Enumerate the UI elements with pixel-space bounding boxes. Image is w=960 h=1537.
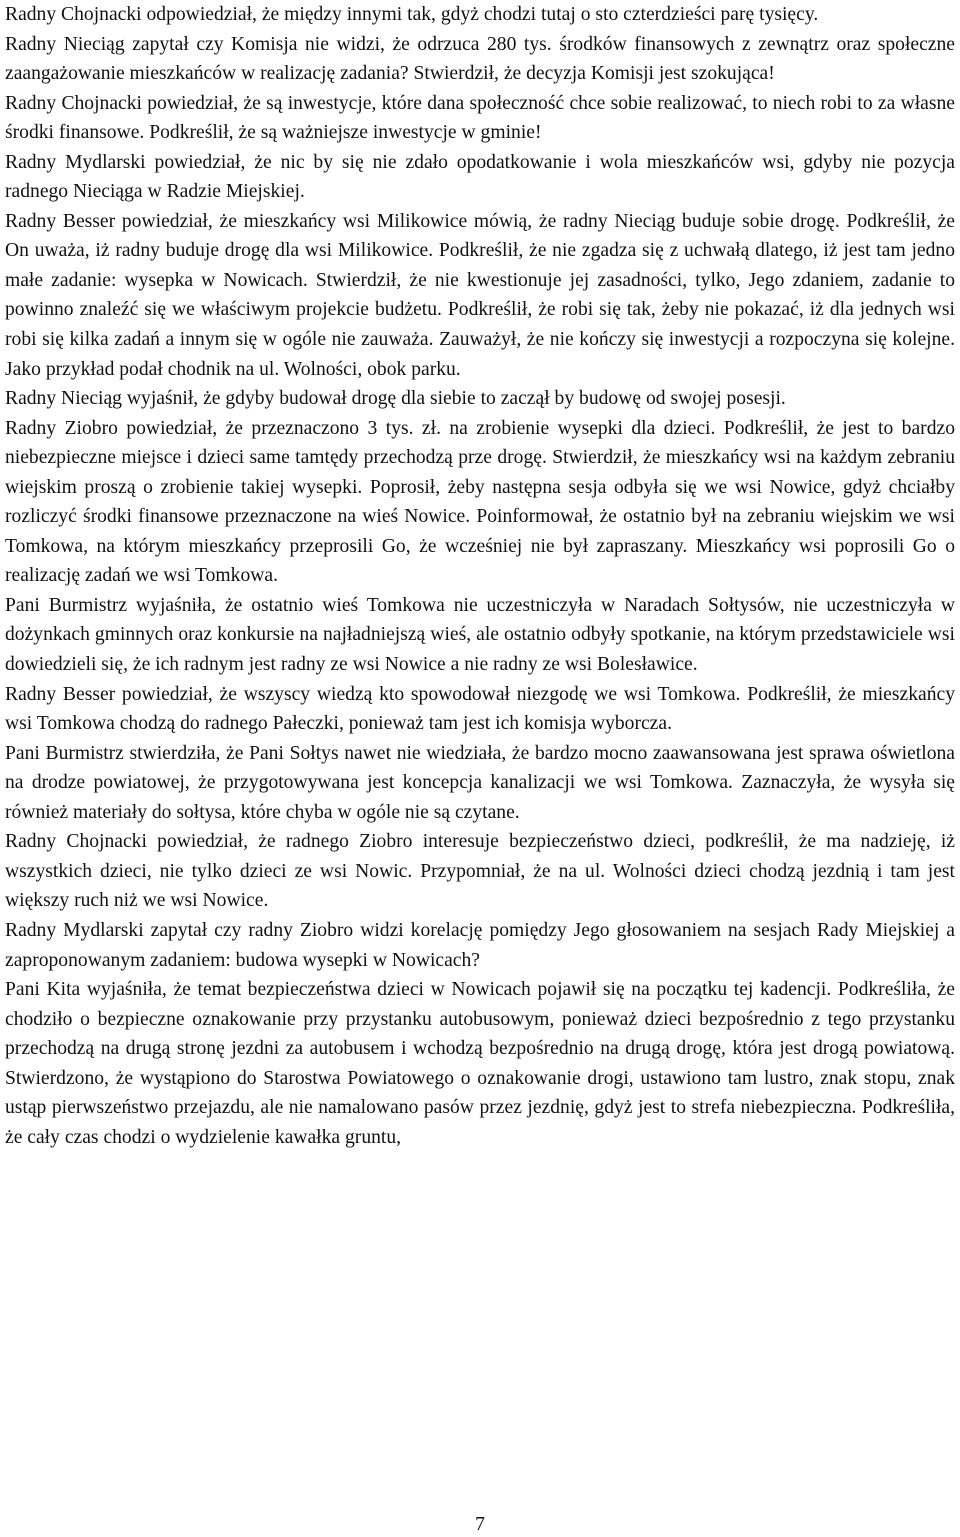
document-body	[5, 0, 955, 1152]
paragraph: Pani Kita wyjaśniła, że temat bezpieczeństwa dzieci w Nowicach pojawił się na początku tej kadencji. Podkreśliła, że chodziło o bezpieczne oznakowanie przy przystanku autobusowym, ponieważ dzieci bezpośrednio z tego przystanku przechodzą na drugą stronę jezdni za autobusem i wchodzą bezpośrednio na drugą drogę, która jest drogą powiatową. Stwierdzono, że wystąpiono do Starostwa Powiatowego o oznakowanie drogi, ustawiono tam lustro, znak stopu, znak ustąp pierwszeństwo przejazdu, ale nie namalowano pasów przez jezdnię, gdyż jest to strefa niebezpieczna. Podkreśliła, że cały czas chodzi o wydzielenie kawałka gruntu,	[5, 979, 955, 1148]
paragraph: Radny Chojnacki powiedział, że są inwestycje, które dana społeczność chce sobie realizować, to niech robi to za własne środki finansowe. Podkreślił, że są ważniejsze inwestycje w gminie!	[5, 92, 955, 144]
paragraph: Radny Ziobro powiedział, że przeznaczono 3 tys. zł. na zrobienie wysepki dla dzieci. Podkreślił, że jest to bardzo niebezpieczne miejsce i dzieci same tamtędy przechodzą prze drogę. Stwierdził, że mieszkańcy wsi na każdym zebraniu wiejskim proszą o zrobienie takiej wysepki. Poprosił, żeby następna sesja odbyła się we wsi Nowice, gdyż chciałby rozliczyć środki finansowe przeznaczone na wieś Nowice. Poinformował, że ostatnio był na zebraniu wiejskim we wsi Tomkowa, na którym mieszkańcy przeprosili Go, że wcześniej nie był zapraszany. Mieszkańcy wsi poprosili Go o realizację zadań we wsi Tomkowa.	[5, 417, 955, 587]
paragraph: Radny Chojnacki odpowiedział, że między innymi tak, gdyż chodzi tutaj o sto czterdzieści parę tysięcy.	[5, 4, 819, 25]
paragraph: Radny Besser powiedział, że mieszkańcy wsi Milikowice mówią, że radny Nieciąg buduje sobie drogę. Podkreślił, że On uważa, iż radny buduje drogę dla wsi Milikowice. Podkreślił, że nie zgadza się z uchwałą dlatego, iż jest tam jedno małe zadanie: wysepka w Nowicach. Stwierdził, że nie kwestionuje jej zasadności, tylko, Jego zdaniem, zadanie to powinno znaleźć się we właściwym projekcie budżetu. Podkreślił, że robi się tak, żeby nie pokazać, iż dla jednych wsi robi się kilka zadań a innym się w ogóle nie zauważa. Zauważył, że nie kończy się inwestycji a rozpoczyna się kolejne. Jako przykład podał chodnik na ul. Wolności, obok parku.	[5, 210, 955, 380]
paragraph: Radny Nieciąg zapytał czy Komisja nie widzi, że odrzuca 280 tys. środków finansowych z zewnątrz oraz społeczne zaangażowanie mieszkańców w realizację zadania? Stwierdził, że decyzja Komisji jest szokująca!	[5, 33, 955, 85]
paragraph: Radny Mydlarski powiedział, że nic by się nie zdało opodatkowanie i wola mieszkańców wsi, gdyby nie pozycja radnego Nieciąga w Radzie Miejskiej.	[5, 151, 955, 203]
paragraph: Pani Burmistrz wyjaśniła, że ostatnio wieś Tomkowa nie uczestniczyła w Naradach Sołtysów, nie uczestniczyła w dożynkach gminnych oraz konkursie na najładniejszą wieś, ale ostatnio odbyły spotkanie, na którym przedstawiciele wsi dowiedzieli się, że ich radnym jest radny ze wsi Nowice a nie radny ze wsi Bolesławice.	[5, 594, 955, 676]
paragraph: Radny Mydlarski zapytał czy radny Ziobro widzi korelację pomiędzy Jego głosowaniem na sesjach Rady Miejskiej a zaproponowanym zadaniem: budowa wysepki w Nowicach?	[5, 919, 955, 971]
paragraph: Radny Nieciąg wyjaśnił, że gdyby budował drogę dla siebie to zaczął by budowę od swojej posesji.	[5, 388, 786, 410]
paragraph: Radny Chojnacki powiedział, że radnego Ziobro interesuje bezpieczeństwo dzieci, podkreślił, że ma nadzieję, iż wszystkich dzieci, nie tylko dzieci ze wsi Nowic. Przypomniał, że na ul. Wolności dzieci chodzą jezdnią i tam jest większy ruch niż we wsi Nowice.	[5, 831, 955, 912]
paragraph: Radny Besser powiedział, że wszyscy wiedzą kto spowodował niezgodę we wsi Tomkowa. Podkreślił, że mieszkańcy wsi Tomkowa chodzą do radnego Pałeczki, ponieważ tam jest ich komisja wyborcza.	[5, 683, 955, 735]
paragraph: Pani Burmistrz stwierdziła, że Pani Sołtys nawet nie wiedziała, że bardzo mocno zaawansowana jest sprawa oświetlona na drodze powiatowej, że przygotowywana jest koncepcja kanalizacji we wsi Tomkowa. Zaznaczyła, że wysyła się również materiały do sołtysa, które chyba w ogóle nie są czytane.	[5, 742, 955, 823]
page-number: 7	[475, 1514, 485, 1535]
